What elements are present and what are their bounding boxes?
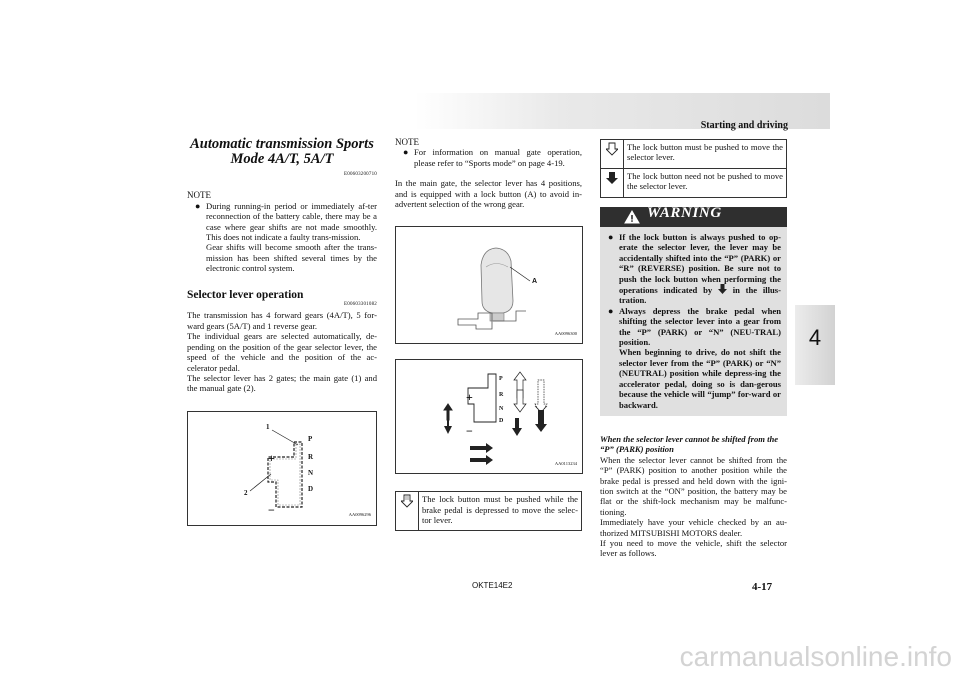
shift-plus: + [466, 390, 473, 405]
para-2: The individual gears are selected automatically, de-pending on the position of the gear selector lever, the speed of the vehicle and the position of the ac-celerator pedal. [187, 331, 377, 373]
col3-para-1: When the selector lever cannot be shifted from the “P” (PARK) position to another position while the brake pedal is pressed and held down with the igni-tion switch at the “ON” position, the battery may be flat or the shift-lock mechanism may be malfunc-tioning. [600, 454, 787, 517]
bullet-icon: ● [608, 305, 614, 316]
legend-row-2 [601, 169, 787, 198]
gate-diagram [188, 412, 376, 525]
warning-text-2b: When beginning to drive, do not shift the selector lever from the “P” (PARK) or “N” (NEUTRAL) position while depress-ing the accelerator pedal, doing so is dan-gerous because the vehicle will “jump” for-ward or backward. [619, 347, 781, 410]
shift-pattern-figure [395, 359, 583, 474]
legend-row [396, 492, 582, 531]
warning-item-1 [608, 232, 781, 306]
lever-figure [395, 226, 583, 344]
arrow-cell [396, 492, 419, 531]
chapter-tab [795, 305, 835, 385]
lock-button-label: A [532, 278, 538, 286]
note-bullet [195, 201, 377, 274]
shift-n: N [499, 406, 504, 413]
gate-label-1: 1 [266, 422, 270, 431]
note-label-2: NOTE [395, 137, 419, 147]
warning-item-2 [608, 306, 781, 410]
doc-code: OKTE14E2 [472, 581, 513, 590]
para-1: The transmission has 4 forward gears (4A/T), 5 for-ward gears (5A/T) and 1 reverse gear. [187, 310, 377, 331]
section-header: Starting and driving [700, 120, 788, 131]
bullet-icon: ● [403, 147, 409, 158]
legend-table [395, 491, 582, 531]
note-text: During running-in period or immediately af-ter reconnection of the battery cable, there may be a case where gear shifts are not made smoothly. This does not indicate a faulty trans-mission. [206, 200, 377, 243]
page-number: 4-17 [752, 581, 773, 593]
figure-code: AA0096296 [348, 512, 371, 518]
legend-text-1: The lock button must be pushed to move the selector lever. [627, 142, 783, 163]
shift-minus: − [466, 424, 473, 439]
gate-plus: + [268, 450, 275, 465]
gate-figure [187, 411, 377, 526]
warning-text-1a: If the lock button is always pushed to op-erate the selector lever, the lever may be accidentally shifted into the “P” (PARK) or “R” (REVERSE) position. Be sure not to push the lock button when performing the operations indicated by [619, 232, 781, 296]
warning-text-2a: Always depress the brake pedal when shifting the selector lever into a gear from the “P” (PARK) or “N” (NEU-TRAL) position. [619, 305, 781, 348]
gate-n: N [308, 468, 314, 477]
hatched-arrow-down-icon [401, 494, 413, 508]
lock-para: In the main gate, the selector lever has 4 positions, and is equipped with a lock button (A) to avoid in-advertent selection of the wrong gear. [395, 178, 582, 210]
bullet-icon: ● [195, 200, 201, 211]
warning-triangle-icon [624, 210, 640, 224]
warning-text-1b: in the illus-tration. [619, 285, 781, 306]
gate-p: P [308, 434, 313, 443]
bullet-icon: ● [608, 232, 614, 242]
warning-title: WARNING [647, 205, 722, 221]
page-title [187, 137, 377, 167]
outline-arrow-down-icon [606, 142, 618, 156]
col3-para-2: Immediately have your vehicle checked by an au-thorized MITSUBISHI MOTORS dealer. [600, 517, 787, 538]
note-label: NOTE [187, 190, 211, 201]
shift-pattern-diagram [396, 360, 582, 473]
title-line-2: Mode 4A/T, 5A/T [230, 151, 334, 167]
gate-label-2: 2 [244, 488, 248, 497]
solid-arrow-down-icon [606, 171, 618, 185]
watermark: carmanualsonline.info [679, 641, 952, 672]
column-3 [600, 137, 787, 559]
legend-text-cell [419, 492, 582, 531]
column-2 [395, 137, 582, 531]
gate-d: D [308, 484, 314, 493]
figure-code-3: AA0113234 [554, 461, 577, 467]
section-code: E00603301082 [344, 302, 377, 308]
gate-r: R [308, 452, 314, 461]
para-3: The selector lever has 2 gates; the main gate (1) and the manual gate (2). [187, 372, 377, 394]
title-line-1: Automatic transmission Sports [190, 136, 374, 152]
col3-para-3: If you need to move the vehicle, shift the selector lever as follows. [600, 537, 787, 559]
shift-d: D [499, 418, 504, 425]
shift-r: R [499, 392, 504, 399]
chapter-tab-number: 4 [808, 325, 822, 350]
column-1 [187, 137, 377, 526]
legend-text-cell-1 [624, 140, 787, 169]
lever-diagram [396, 227, 582, 343]
sub-heading: When the selector lever cannot be shifted from the “P” (PARK) position [600, 433, 779, 455]
arrow-cell-1 [601, 140, 624, 169]
shift-p: P [499, 376, 503, 383]
gate-minus: − [268, 502, 275, 517]
figure-code-2: AA0096300 [554, 331, 577, 337]
arrow-legend-table [600, 139, 787, 198]
warning-box [600, 207, 787, 416]
legend-text-cell-2 [624, 169, 787, 198]
title-code: E00603200710 [344, 172, 377, 177]
section-title: Selector lever operation [187, 288, 304, 301]
legend-row-1 [601, 140, 787, 169]
note-text-2: Gear shifts will become smooth after the trans-mission has been shifted several times by the electronic control system. [206, 242, 377, 274]
legend-text-2: The lock button need not be pushed to move the selector lever. [627, 171, 783, 192]
arrow-cell-2 [601, 169, 624, 198]
warning-header [600, 207, 787, 227]
note-text-2: For information on manual gate operation, please refer to “Sports mode” on page 4-19. [414, 147, 582, 168]
legend-text: The lock button must be pushed while the brake pedal is depressed to move the selec-tor lever. [422, 494, 578, 526]
note-bullet-2 [403, 147, 582, 168]
solid-arrow-down-icon [718, 284, 727, 294]
